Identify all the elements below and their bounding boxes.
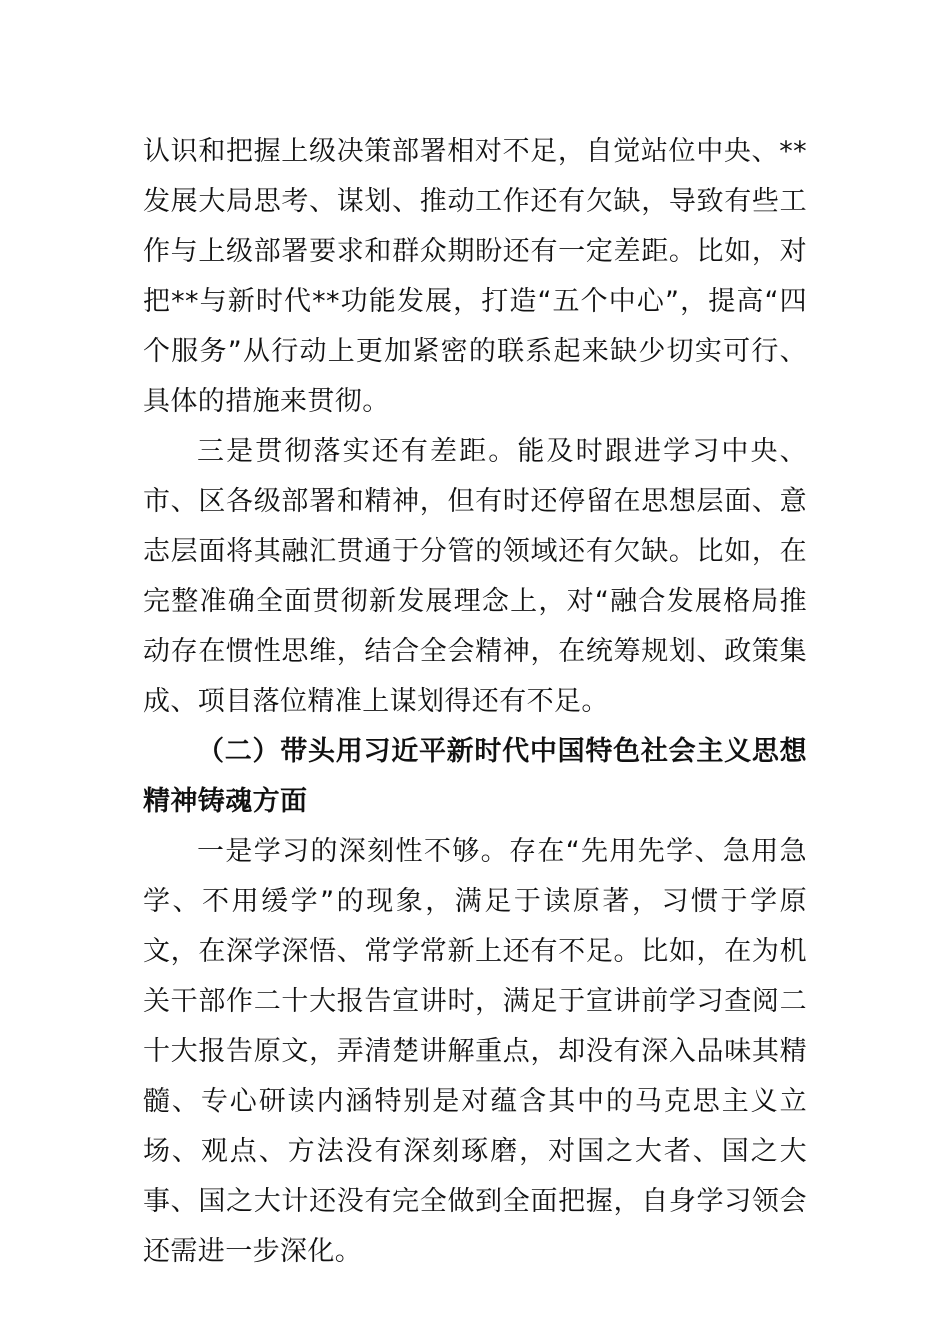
paragraph-point-three: 三是贯彻落实还有差距。能及时跟进学习中央、市、区各级部署和精神，但有时还停留在思想层面、意志层面将其融汇贯通于分管的领域还有欠缺。比如，在完整准确全面贯彻新发展理念上，对“融合发展格局推动存在惯性思维，结合全会精神，在统筹规划、政策集成、项目落位精准上谋划得还有不足。 (143, 436, 807, 717)
paragraph-point-one: 一是学习的深刻性不够。存在“先用先学、急用急学、不用缓学”的现象，满足于读原著，习惯于学原文，在深学深悟、常学常新上还有不足。比如，在为机关干部作二十大报告宣讲时，满足于宣讲前学习查阅二十大报告原文，弄清楚讲解重点，却没有深入品味其精髓、专心研读内涵特别是对蕴含其中的马克思主义立场、观点、方法没有深刻琢磨，对国之大者、国之大事、国之大计还没有完全做到全面把握，自身学习领会还需进一步深化。 (143, 836, 807, 1267)
section-heading-two: （二）带头用习近平新时代中国特色社会主义思想精神铸魂方面 (143, 736, 807, 817)
paragraph-continuation: 认识和把握上级决策部署相对不足，自觉站位中央、**发展大局思考、谋划、推动工作还有欠缺，导致有些工作与上级部署要求和群众期盼还有一定差距。比如，对把**与新时代**功能发展，打造“五个中心”，提高“四个服务”从行动上更加紧密的联系起来缺少切实可行、具体的措施来贯彻。 (143, 136, 807, 417)
document-body (143, 127, 807, 1277)
